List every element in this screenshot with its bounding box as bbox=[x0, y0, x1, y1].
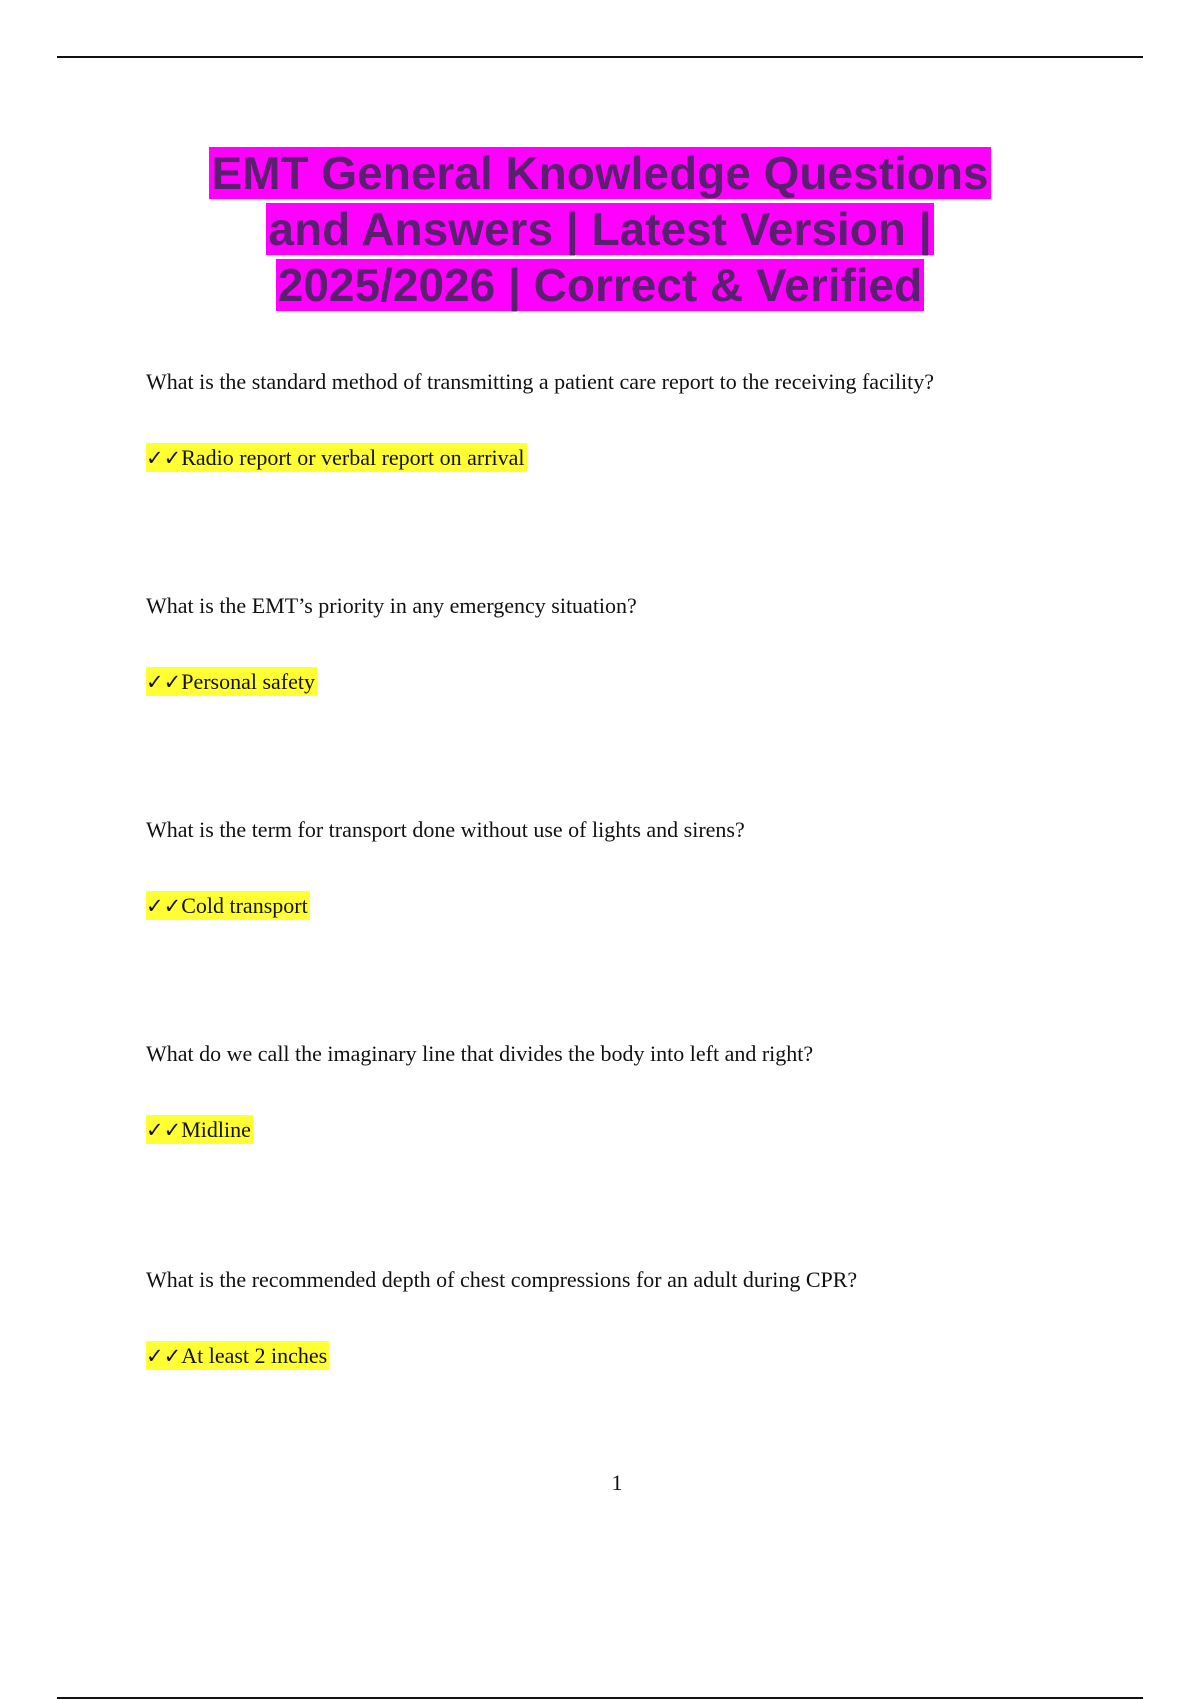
answer-text: Midline bbox=[181, 1117, 251, 1142]
answer-block bbox=[146, 444, 1066, 472]
qa-item-3 bbox=[146, 816, 1066, 920]
answer-highlight bbox=[146, 667, 317, 696]
answer-text: Cold transport bbox=[181, 893, 308, 918]
question-text: What is the term for transport done without use of lights and sirens? bbox=[146, 817, 745, 842]
answer-block bbox=[146, 668, 1066, 696]
question-text: What is the standard method of transmitting a patient care report to the receiving facility? bbox=[146, 369, 935, 394]
answer-highlight bbox=[146, 1115, 253, 1144]
page-number: 1 bbox=[611, 1470, 623, 1495]
question-text: What is the recommended depth of chest compressions for an adult during CPR? bbox=[146, 1267, 858, 1292]
double-check-icon: ✓✓ bbox=[146, 1344, 182, 1368]
answer-highlight bbox=[146, 891, 310, 920]
qa-item-1 bbox=[146, 368, 1066, 472]
top-rule bbox=[57, 56, 1143, 58]
answer-block bbox=[146, 1342, 1066, 1370]
bottom-rule bbox=[57, 1697, 1143, 1699]
question-text: What is the EMT’s priority in any emergency situation? bbox=[146, 593, 637, 618]
document-title bbox=[100, 145, 1100, 313]
question-text: What do we call the imaginary line that divides the body into left and right? bbox=[146, 1041, 814, 1066]
double-check-icon: ✓✓ bbox=[146, 670, 182, 694]
title-line-2: and Answers | Latest Version | bbox=[268, 203, 932, 255]
answer-block bbox=[146, 1116, 1066, 1144]
title-line-3: 2025/2026 | Correct & Verified bbox=[277, 259, 923, 311]
double-check-icon: ✓✓ bbox=[146, 894, 182, 918]
answer-text: Personal safety bbox=[181, 669, 315, 694]
qa-item-2 bbox=[146, 592, 1066, 696]
qa-item-4 bbox=[146, 1040, 1066, 1144]
answer-text: At least 2 inches bbox=[181, 1343, 328, 1368]
answer-block bbox=[146, 892, 1066, 920]
answer-text: Radio report or verbal report on arrival bbox=[181, 445, 525, 470]
title-line-1: EMT General Knowledge Questions bbox=[211, 147, 989, 199]
answer-highlight bbox=[146, 1341, 329, 1370]
qa-item-5 bbox=[146, 1266, 1066, 1370]
double-check-icon: ✓✓ bbox=[146, 446, 182, 470]
answer-highlight bbox=[146, 443, 527, 472]
double-check-icon: ✓✓ bbox=[146, 1118, 182, 1142]
